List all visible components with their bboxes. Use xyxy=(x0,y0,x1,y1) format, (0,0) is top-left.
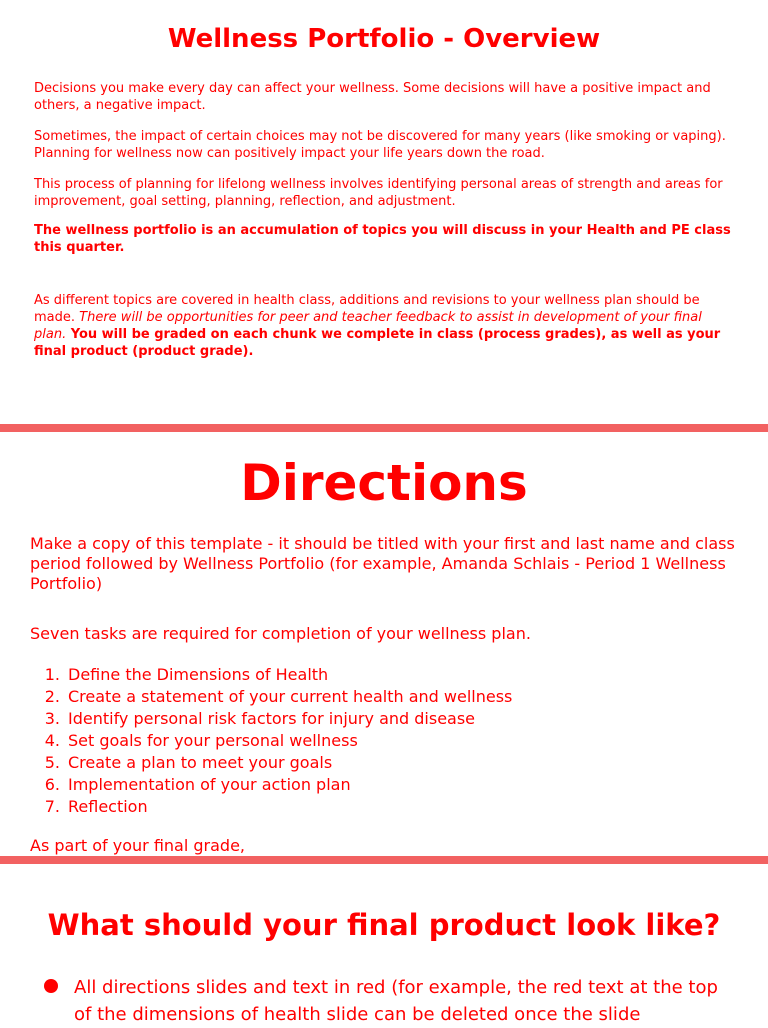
directions-slide xyxy=(0,432,768,856)
task-item xyxy=(30,730,512,752)
overview-title: Wellness Portfolio - Overview xyxy=(167,24,601,54)
overview-p5-italic: There will be opportunities for peer and teacher feedback to assist in development of your final plan. xyxy=(34,310,702,342)
task-number: 4. xyxy=(44,731,60,750)
overview-paragraph-1: Decisions you make every day can affect your wellness. Some decisions will have a positive impact and others, a negative impact. xyxy=(34,81,711,113)
tasks-list xyxy=(30,664,512,818)
final-product-bullet-text: All directions slides and text in red (for example, the red text at the top of the dimensions of health slide can be deleted once the slide xyxy=(74,977,718,1025)
overview-paragraph-4 xyxy=(34,222,734,256)
directions-title: Directions xyxy=(240,454,528,512)
task-number: 2. xyxy=(44,687,60,706)
task-label: Define the Dimensions of Health xyxy=(68,665,329,684)
slide-divider xyxy=(0,424,768,432)
task-label: Set goals for your personal wellness xyxy=(68,731,358,750)
task-label: Identify personal risk factors for injury and disease xyxy=(68,709,476,728)
task-number: 1. xyxy=(44,665,60,684)
final-product-slide xyxy=(0,864,768,1024)
task-label: Create a statement of your current health and wellness xyxy=(68,687,513,706)
task-item xyxy=(30,686,512,708)
task-number: 3. xyxy=(44,709,60,728)
task-item xyxy=(30,774,512,796)
task-number: 6. xyxy=(44,775,60,794)
task-label: Implementation of your action plan xyxy=(68,775,351,794)
overview-p5-bold: You will be graded on each chunk we complete in class (process grades), as well as your final product (product grade). xyxy=(34,327,721,359)
task-item xyxy=(30,664,512,686)
overview-paragraph-5 xyxy=(34,292,734,360)
tasks-intro: Seven tasks are required for completion of your wellness plan. xyxy=(30,624,531,643)
slide-divider xyxy=(0,856,768,864)
task-item xyxy=(30,752,512,774)
task-label: Reflection xyxy=(68,797,148,816)
final-product-bullet xyxy=(44,974,734,1028)
bullet-icon xyxy=(44,979,58,993)
overview-bold-statement: The wellness portfolio is an accumulation of topics you will discuss in your Health and PE class this quarter. xyxy=(34,223,731,255)
final-product-title: What should your final product look like? xyxy=(47,908,721,942)
task-number: 7. xyxy=(44,797,60,816)
overview-paragraph-3: This process of planning for lifelong wellness involves identifying personal areas of strength and areas for improvement, goal setting, planning, reflection, and adjustment. xyxy=(34,177,723,209)
directions-intro: Make a copy of this template - it should be titled with your first and last name and class period followed by Wellness Portfolio (for example, Amanda Schlais - Period 1 Wellness Portfolio) xyxy=(30,534,735,593)
task-item xyxy=(30,796,512,818)
overview-slide xyxy=(0,0,768,424)
directions-outro: As part of your final grade, xyxy=(30,836,246,855)
task-label: Create a plan to meet your goals xyxy=(68,753,333,772)
overview-p5-normal: As different topics are covered in health class, additions and revisions to your wellness plan should be made. xyxy=(34,293,700,325)
task-number: 5. xyxy=(44,753,60,772)
task-item xyxy=(30,708,512,730)
overview-paragraph-2: Sometimes, the impact of certain choices may not be discovered for many years (like smoking or vaping). Planning for wellness now can positively impact your life years down the road. xyxy=(34,129,726,161)
